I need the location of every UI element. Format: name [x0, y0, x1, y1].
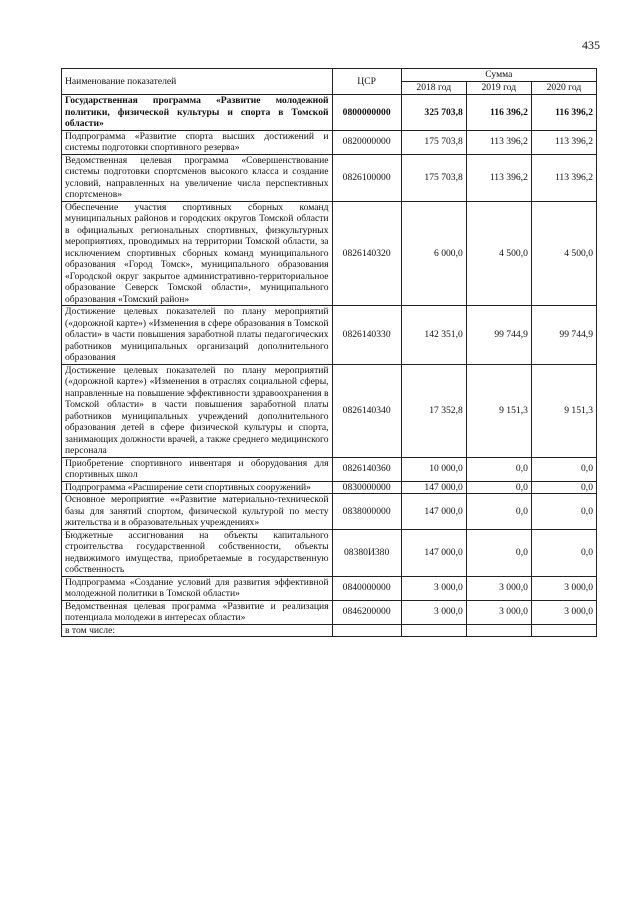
row-csr: 0838000000: [332, 494, 401, 530]
row-csr: 0826140360: [332, 457, 401, 481]
row-value-2019: 99 744,9: [466, 306, 531, 365]
row-value-2019: 0,0: [466, 494, 531, 530]
row-name: Бюджетные ассигнования на объекты капитального строительства государственной собственности, объекты недвижимого имущества, приобретаемые в государственную собственность: [62, 529, 333, 576]
row-value-2019: 0,0: [466, 481, 531, 494]
row-value-2018: 147 000,0: [401, 481, 466, 494]
table-row: [62, 576, 597, 600]
row-name: Подпрограмма «Создание условий для развития эффективной молодежной политики в Томской области»: [62, 576, 333, 600]
row-csr: 0830000000: [332, 481, 401, 494]
row-value-2018: 10 000,0: [401, 457, 466, 481]
table-row: [62, 201, 597, 306]
row-value-2020: 3 000,0: [531, 576, 596, 600]
row-csr: 0826140320: [332, 201, 401, 306]
row-value-2018: 3 000,0: [401, 576, 466, 600]
row-value-2020: 9 151,3: [531, 364, 596, 457]
row-value-2018: 147 000,0: [401, 494, 466, 530]
table-row: [62, 364, 597, 457]
row-value-2019: 113 396,2: [466, 154, 531, 201]
row-value-2019: 3 000,0: [466, 576, 531, 600]
table-body: [62, 95, 597, 637]
row-value-2018: 17 352,8: [401, 364, 466, 457]
row-csr: 0846200000: [332, 600, 401, 624]
row-value-2019: 113 396,2: [466, 130, 531, 154]
row-value-2019: 4 500,0: [466, 201, 531, 306]
row-value-2019: [466, 624, 531, 637]
row-value-2018: 147 000,0: [401, 529, 466, 576]
table-row: [62, 154, 597, 201]
table-row: [62, 306, 597, 365]
table-row: [62, 130, 597, 154]
row-value-2019: 9 151,3: [466, 364, 531, 457]
header-year-2018: 2018 год: [401, 82, 466, 95]
header-year-2019: 2019 год: [466, 82, 531, 95]
row-name: Подпрограмма «Расширение сети спортивных сооружений»: [62, 481, 333, 494]
budget-table: [61, 68, 597, 637]
header-csr: ЦСР: [332, 69, 401, 95]
row-value-2019: 3 000,0: [466, 600, 531, 624]
row-name: Достижение целевых показателей по плану мероприятий («дорожной карте») «Изменения в отраслях социальной сферы, направленные на повышение эффективности здравоохранения в Томской области» в части повышения заработной платы работников муниципальных учреждений дополнительного образования детей в сфере физической культуры и спорта, занимающих должности врачей, а также среднего медицинского персонала: [62, 364, 333, 457]
row-csr: 0826100000: [332, 154, 401, 201]
row-value-2019: 116 396,2: [466, 95, 531, 131]
row-value-2018: 3 000,0: [401, 600, 466, 624]
row-value-2020: 0,0: [531, 529, 596, 576]
row-name: Подпрограмма «Развитие спорта высших достижений и системы подготовки спортивного резерва»: [62, 130, 333, 154]
row-value-2019: 0,0: [466, 457, 531, 481]
row-name: Основное мероприятие ««Развитие материально-технической базы для занятий спортом, физической культурой по месту жительства и в образовательных учреждениях»: [62, 494, 333, 530]
row-csr: [332, 624, 401, 637]
header-year-2020: 2020 год: [531, 82, 596, 95]
header-sum: Сумма: [401, 69, 596, 82]
page-number: 435: [582, 38, 600, 52]
row-value-2018: [401, 624, 466, 637]
table-row: [62, 600, 597, 624]
row-csr: 0820000000: [332, 130, 401, 154]
row-value-2018: 175 703,8: [401, 130, 466, 154]
row-csr: 0800000000: [332, 95, 401, 131]
row-value-2018: 142 351,0: [401, 306, 466, 365]
row-value-2020: 113 396,2: [531, 154, 596, 201]
row-name: Государственная программа «Развитие молодежной политики, физической культуры и спорта в Томской области»: [62, 95, 333, 131]
table-row: [62, 529, 597, 576]
table-row: [62, 624, 597, 637]
table-row: [62, 95, 597, 131]
row-name: Ведомственная целевая программа «Совершенствование системы подготовки спортсменов высокого класса и создание условий, направленных на увеличение числа перспективных спортсменов»: [62, 154, 333, 201]
header-name: Наименование показателей: [62, 69, 333, 95]
row-value-2018: 6 000,0: [401, 201, 466, 306]
row-value-2020: 99 744,9: [531, 306, 596, 365]
row-csr: 0826140340: [332, 364, 401, 457]
row-value-2020: 3 000,0: [531, 600, 596, 624]
row-value-2020: 116 396,2: [531, 95, 596, 131]
table-row: [62, 457, 597, 481]
row-csr: 0826140330: [332, 306, 401, 365]
table-row: [62, 494, 597, 530]
row-csr: 08380И380: [332, 529, 401, 576]
table-row: [62, 481, 597, 494]
row-value-2020: 0,0: [531, 481, 596, 494]
row-value-2018: 325 703,8: [401, 95, 466, 131]
row-name: в том числе:: [62, 624, 333, 637]
row-value-2018: 175 703,8: [401, 154, 466, 201]
row-name: Достижение целевых показателей по плану мероприятий («дорожной карте») «Изменения в сфере образования в Томской области» в части повышения заработной платы педагогических работников муниципальных организаций дополнительного образования: [62, 306, 333, 365]
row-name: Ведомственная целевая программа «Развитие и реализация потенциала молодежи в интересах области»: [62, 600, 333, 624]
row-value-2020: 4 500,0: [531, 201, 596, 306]
row-csr: 0840000000: [332, 576, 401, 600]
row-name: Приобретение спортивного инвентаря и оборудования для спортивных школ: [62, 457, 333, 481]
row-value-2020: 0,0: [531, 494, 596, 530]
row-name: Обеспечение участия спортивных сборных команд муниципальных районов и городских округов Томской области в официальных региональных спортивных, физкультурных мероприятиях, проводимых на территории Томской области, за исключением спортивных сборных команд муниципального образования «Город Томск», муниципального образования «Городской округ закрытое административно-территориальное образование Северск Томской области», муниципального образования «Томский район»: [62, 201, 333, 306]
row-value-2020: [531, 624, 596, 637]
row-value-2020: 113 396,2: [531, 130, 596, 154]
row-value-2019: 0,0: [466, 529, 531, 576]
row-value-2020: 0,0: [531, 457, 596, 481]
